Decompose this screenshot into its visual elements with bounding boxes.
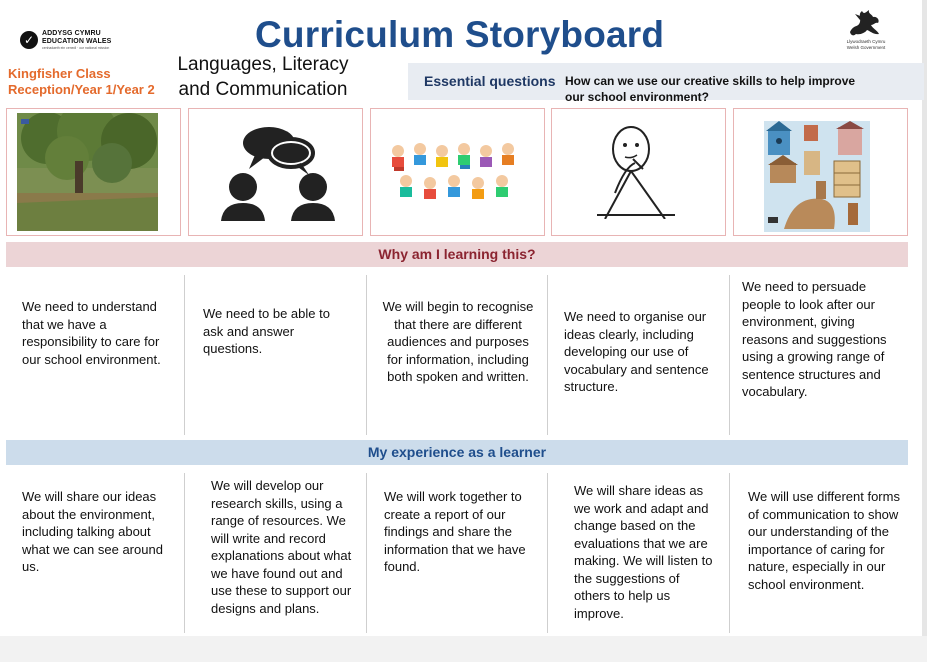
subject-line-1: Languages, Literacy	[177, 54, 349, 75]
page-title: Curriculum Storyboard	[255, 14, 665, 55]
subject-title	[163, 52, 363, 102]
essential-question-text: How can we use our creative skills to help improve our school environment?	[565, 74, 856, 104]
divider	[729, 473, 730, 633]
why-cell-4: We need to organise our ideas clearly, including developing our use of vocabulary and sentence structure.	[564, 309, 709, 394]
page-bottom-margin	[0, 636, 927, 662]
divider	[366, 473, 367, 633]
why-learning-heading: Why am I learning this?	[6, 242, 908, 267]
class-name	[8, 66, 155, 98]
experience-cell-5: We will use different forms of communication to show our understanding of the importance of caring for nature, especially in our school environment.	[748, 489, 900, 592]
experience-cell-1: We will share our ideas about the environment, including talking about what we can see around us.	[22, 489, 163, 574]
divider	[547, 473, 548, 633]
image-card-2	[188, 108, 363, 236]
gov-line-1: Llywodraeth Cymru	[846, 39, 886, 44]
tree-photo-icon	[17, 113, 158, 231]
divider	[184, 473, 185, 633]
why-cell-2: We need to be able to ask and answer questions.	[203, 306, 330, 356]
thinking-person-icon	[595, 123, 677, 219]
logo-text	[42, 30, 111, 46]
experience-cell-2: We will develop our research skills, using a range of resources. We will write and record explanations about what we have found out and use these to support our designs and plans.	[211, 478, 352, 616]
dragon-icon	[846, 8, 884, 38]
divider	[184, 275, 185, 435]
experience-cell-4: We will share ideas as we work and adapt and change based on the evaluations that we are making. We will listen to the suggestions of others to help us improve.	[574, 483, 713, 621]
learner-experience-heading: My experience as a learner	[6, 440, 908, 465]
logo-line-2: EDUCATION WALES	[42, 38, 112, 45]
checkmark-icon: ✓	[20, 31, 38, 49]
why-cell-3: We will begin to recognise that there are different audiences and purposes for information, including both spoken and written.	[382, 299, 534, 384]
logo-tagline: cenhadaeth ein cenedl · our national mission	[42, 46, 110, 50]
image-card-3	[370, 108, 545, 236]
children-reading-icon	[386, 139, 524, 205]
welsh-government-logo	[836, 8, 896, 58]
divider	[547, 275, 548, 435]
bird-boxes-insect-hotels-icon	[764, 121, 870, 232]
logo-line-1: ADDYSG CYMRU	[42, 30, 101, 37]
why-cell-1: We need to understand that we have a responsibility to care for our school environment.	[22, 299, 161, 367]
divider	[366, 275, 367, 435]
class-line-1: Kingfisher Class	[8, 66, 111, 81]
gov-line-2: Welsh Government	[846, 45, 886, 50]
education-wales-logo	[20, 30, 130, 52]
subject-line-2: and Communication	[178, 79, 348, 100]
image-card-5	[733, 108, 908, 236]
experience-cell-3: We will work together to create a report of our findings and share the information that we have found.	[384, 489, 526, 574]
why-cell-5: We need to persuade people to look after our environment, giving reasons and suggestions using a growing range of sentence structures and vocabulary.	[742, 279, 887, 399]
essential-question-label: Essential questions	[424, 73, 556, 89]
image-card-1	[6, 108, 181, 236]
image-card-4	[551, 108, 726, 236]
class-line-2: Reception/Year 1/Year 2	[8, 82, 155, 97]
gov-text	[836, 39, 896, 51]
conversation-icon	[209, 113, 354, 227]
divider	[729, 275, 730, 435]
